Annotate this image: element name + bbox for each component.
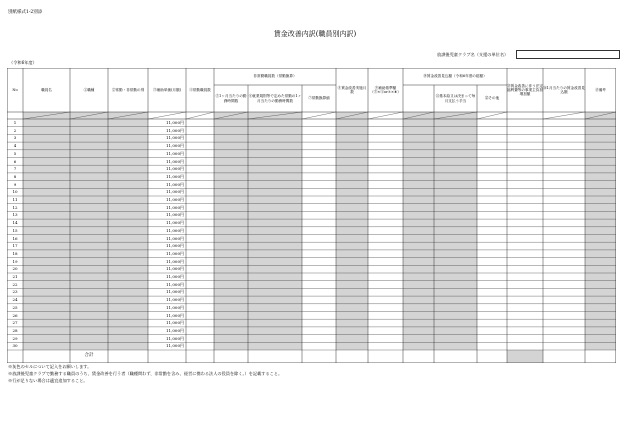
row-unit-price: 11,000円: [166, 343, 184, 349]
row-number: 3: [13, 135, 17, 141]
row-unit-price: 11,000円: [166, 173, 184, 179]
row-number: 21: [12, 274, 18, 279]
row-number: 8: [13, 173, 17, 179]
row-number: 6: [13, 158, 17, 164]
header-standard-hours: ⑥就業規則等で定めた常勤の1ヶ月当たりの勤務時間数: [248, 94, 302, 103]
header-name: 職員名: [41, 87, 52, 92]
row-number: 23: [12, 289, 18, 295]
row-unit-price: 11,000円: [166, 250, 184, 256]
header-monthly-hours: ⑤1ヶ月当たりの勤務時間数: [215, 94, 247, 103]
total-shade: [507, 350, 543, 363]
input-column-shade: [23, 112, 70, 350]
row-unit-price: 11,000円: [166, 297, 184, 303]
org-label: 放課後児童クラブ名（支援の単位名）: [437, 52, 509, 57]
row-number: 24: [12, 297, 18, 303]
row-unit-price: 11,000円: [166, 335, 184, 341]
row-unit-price: 11,000円: [166, 235, 184, 241]
row-unit-price: 11,000円: [166, 158, 184, 164]
row-unit-price: 11,000円: [166, 274, 184, 279]
input-column-shade: [403, 112, 434, 350]
row-unit-price: 11,000円: [166, 127, 184, 133]
row-unit-price: 11,000円: [166, 150, 184, 156]
row-unit-price: 11,000円: [166, 166, 184, 172]
note-3: ※行が足りない場合は適宜追加すること。: [8, 378, 88, 383]
row-number: 22: [12, 281, 18, 287]
row-unit-price: 11,000円: [166, 227, 184, 233]
row-unit-price: 11,000円: [166, 212, 184, 218]
row-number: 18: [12, 250, 18, 256]
row-unit-price: 11,000円: [166, 289, 184, 295]
note-1: ※灰色のセルについて記入をお願いします。: [8, 364, 92, 369]
header-fulltime-count: ④常勤職員数: [189, 87, 211, 92]
row-unit-price: 11,000円: [166, 181, 184, 187]
row-unit-price: 11,000円: [166, 304, 184, 310]
example-row-slash: [543, 112, 585, 119]
row-number: 15: [12, 227, 18, 233]
row-number: 12: [12, 204, 18, 210]
row-number: 28: [12, 327, 18, 333]
header-other: ⑫その他: [484, 96, 500, 101]
example-row-slash: [186, 112, 214, 119]
era-label: （令和6年度）: [9, 60, 37, 65]
note-2: ※放課後児童クラブで勤務する職員のうち、賃金改善を行う者（職種問わず、非常勤を含み、経営に携わる法人の役員を除く。）を記載すること。: [8, 371, 283, 376]
row-unit-price: 11,000円: [166, 266, 184, 272]
row-number: 7: [13, 166, 17, 172]
row-number: 25: [12, 304, 18, 310]
row-number: 9: [13, 181, 17, 187]
row-number: 19: [12, 258, 18, 264]
row-number: 10: [12, 189, 18, 195]
row-number: 29: [12, 335, 18, 341]
header-subsidy-base: ⑨補助基準額（③×④or⑦×⑧）: [370, 85, 401, 94]
row-unit-price: 11,000円: [166, 312, 184, 318]
row-unit-price: 11,000円: [166, 189, 184, 195]
total-label: 合計: [84, 353, 94, 358]
header-improve-group: ⑩賃金改善見込額（令和6年度の総額）: [423, 74, 487, 79]
row-unit-price: 11,000円: [166, 204, 184, 210]
row-number: 26: [12, 312, 18, 318]
input-column-shade: [108, 112, 148, 350]
header-remarks: ⑮備考: [595, 87, 606, 92]
header-job: ①職種: [83, 87, 95, 92]
row-number: 30: [12, 343, 18, 349]
row-unit-price: 11,000円: [166, 220, 184, 226]
row-unit-price: 11,000円: [166, 327, 184, 333]
org-name-input[interactable]: [516, 50, 620, 59]
table-grid: [7, 68, 616, 363]
row-number: 13: [12, 212, 18, 218]
example-row-slash: [368, 112, 403, 119]
header-employment-type: ②常勤・非常勤の別: [111, 87, 145, 92]
form-id: 別紙様式1-2別添: [8, 10, 43, 15]
row-number: 17: [12, 243, 18, 249]
row-number: 14: [12, 220, 18, 226]
row-number: 11: [12, 197, 18, 202]
row-number: 5: [13, 150, 17, 156]
header-fte-value: ⑦常勤換算値: [308, 96, 330, 101]
input-column-shade: [585, 112, 616, 350]
row-number: 16: [12, 235, 18, 241]
header-employer-burden: ⑬賃金改善に伴う法定福利費等の事業主負担増加額: [507, 83, 543, 97]
row-unit-price: 11,000円: [166, 243, 184, 249]
input-column-shade: [70, 112, 108, 350]
row-unit-price: 11,000円: [166, 197, 184, 202]
header-parttime-group: 非常勤職員数（常勤換算）: [253, 74, 297, 79]
input-column-shade: [248, 112, 302, 350]
input-column-shade: [434, 112, 477, 350]
row-number: 2: [13, 127, 17, 133]
header-unit-price: ③補助単価(月額): [153, 87, 181, 92]
row-unit-price: 11,000円: [166, 120, 184, 125]
header-no: No: [12, 87, 18, 92]
row-unit-price: 11,000円: [166, 320, 184, 326]
row-unit-price: 11,000円: [166, 143, 184, 149]
input-column-shade: [214, 112, 248, 350]
input-column-shade: [336, 112, 368, 350]
header-monthly-improve: ⑭1月当たりの賃金改善見込額: [543, 85, 585, 94]
row-unit-price: 11,000円: [166, 258, 184, 264]
row-number: 1: [13, 120, 17, 125]
row-unit-price: 11,000円: [166, 135, 184, 141]
page-title: 賃金改善内訳(職員別内訳): [273, 30, 357, 38]
row-number: 27: [12, 320, 18, 326]
header-improve-months: ⑧賃金改善実施月数: [337, 85, 367, 94]
staff-table: [7, 68, 616, 363]
example-row-slash: [148, 112, 186, 119]
row-number: 4: [13, 143, 17, 149]
row-number: 20: [12, 266, 18, 272]
example-row-slash: [477, 112, 507, 119]
header-base-pay: ⑪基本給又は決まって毎月支払う手当: [435, 94, 476, 103]
example-row-slash: [302, 112, 336, 119]
row-unit-price: 11,000円: [166, 281, 184, 287]
